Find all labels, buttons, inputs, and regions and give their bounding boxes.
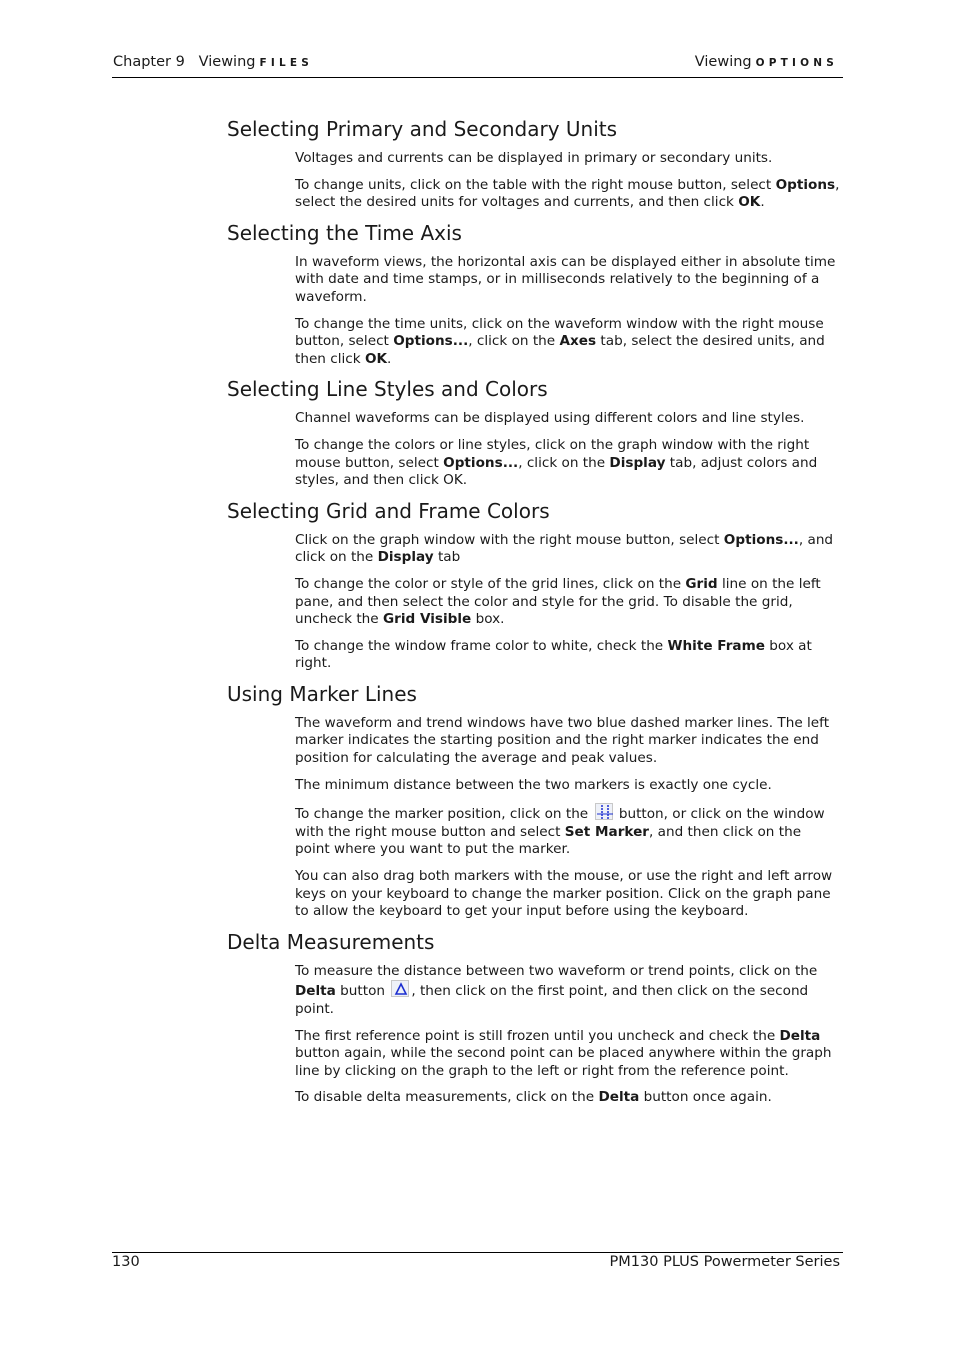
text-run: , select the desired units for voltages and currents, and then click — [295, 176, 840, 211]
text-run: line on the left pane, and then select the color and style for the grid. To disable the grid, uncheck the — [295, 575, 821, 628]
paragraph — [295, 1089, 840, 1107]
paragraph — [295, 576, 840, 629]
bold-term: Delta — [598, 1089, 640, 1106]
paragraph — [295, 638, 840, 673]
paragraph: Voltages and currents can be displayed in primary or secondary units. — [295, 150, 773, 166]
section-line-styles — [0, 377, 954, 489]
text-run: To change the time units, click on the waveform window with the right mouse button, select — [295, 315, 824, 350]
section-title: Delta Measurements — [227, 929, 435, 954]
header-left — [113, 54, 313, 70]
section-delta-measurements — [0, 930, 954, 1107]
text-run: button — [335, 983, 390, 1000]
header-right-smallcaps: OPTIONS — [755, 57, 838, 69]
text-run: To measure the distance between two waveform or trend points, click on the — [295, 962, 818, 979]
paragraph: The minimum distance between the two markers is exactly one cycle. — [295, 776, 772, 793]
text-run: To change units, click on the table with the right mouse button, select — [295, 176, 776, 193]
paragraph — [295, 1028, 840, 1081]
paragraph — [295, 803, 840, 859]
delta-button-icon — [391, 980, 409, 997]
bold-term: White Frame — [667, 637, 765, 654]
text-run: button once again. — [639, 1089, 772, 1106]
page-footer — [112, 1252, 843, 1270]
bold-term: OK — [738, 194, 761, 211]
text-run: . — [387, 350, 392, 367]
section-time-axis — [0, 221, 954, 369]
text-run: tab, select the desired units, and then click — [295, 333, 825, 367]
section-marker-lines — [0, 682, 954, 921]
paragraph: The waveform and trend windows have two blue dashed marker lines. The left marker indicates the starting position and the right marker indicates the end position for calculating the average and peak values. — [295, 714, 830, 767]
section-title: Selecting the Time Axis — [227, 220, 462, 245]
bold-term: Axes — [559, 333, 597, 350]
bold-term: Options... — [393, 333, 469, 350]
section-title: Selecting Primary and Secondary Units — [227, 117, 618, 141]
section-title: Using Marker Lines — [227, 681, 417, 706]
section-title: Selecting Line Styles and Colors — [227, 377, 548, 402]
text-run: tab — [433, 549, 461, 566]
text-run: , click on the — [518, 454, 610, 471]
bold-term: Options... — [443, 454, 519, 471]
text-run: To disable delta measurements, click on the — [295, 1089, 599, 1106]
text-run: , then click on the first point, and then click on the second point. — [295, 983, 809, 1017]
section-title: Selecting Grid and Frame Colors — [227, 498, 550, 523]
text-run: To change the marker position, click on the — [295, 806, 593, 823]
text-run: . — [760, 194, 765, 211]
paragraph: Channel waveforms can be displayed using different colors and line styles. — [295, 410, 805, 427]
text-run: The first reference point is still frozen until you uncheck and check the — [295, 1027, 780, 1044]
paragraph — [295, 437, 840, 490]
bold-term: OK — [364, 350, 388, 367]
header-left-smallcaps: FILES — [259, 57, 313, 69]
paragraph — [295, 316, 840, 369]
bold-term: Set Marker — [564, 823, 650, 840]
paragraph — [295, 177, 840, 212]
paragraph: You can also drag both markers with the mouse, or use the right and left arrow keys on your keyboard to change the marker position. Click on the graph pane to allow the keyboard to get your input before using the keyboard. — [295, 868, 833, 920]
paragraph — [295, 532, 840, 567]
section-primary-secondary-units — [0, 117, 954, 212]
text-run: To change the color or style of the grid lines, click on the — [295, 575, 686, 592]
chapter-label: Chapter 9 — [113, 54, 185, 70]
page-number: 130 — [112, 1254, 140, 1270]
header-left-word: Viewing — [198, 54, 256, 70]
bold-term: Options... — [723, 531, 799, 548]
text-run: box. — [471, 611, 505, 628]
bold-term: Options — [775, 176, 836, 193]
text-run: tab, adjust colors and styles, and then click OK. — [295, 454, 818, 489]
section-grid-frame-colors — [0, 499, 954, 673]
text-run: , and click on the — [295, 531, 834, 566]
page-content — [0, 117, 954, 1116]
header-right — [695, 54, 838, 70]
bold-term: Delta — [295, 983, 336, 1000]
text-run: button again, while the second point can be placed anywhere within the graph line by clicking on the graph to the left or right from the reference point. — [295, 1045, 832, 1079]
paragraph: In waveform views, the horizontal axis can be displayed either in absolute time with date and time stamps, or in milliseconds relatively to the beginning of a waveform. — [295, 253, 836, 305]
text-run: To change the colors or line styles, click on the graph window with the right mouse button, select — [295, 436, 810, 471]
product-name: PM130 PLUS Powermeter Series — [609, 1254, 840, 1270]
bold-term: Delta — [779, 1027, 821, 1044]
bold-term: Grid Visible — [382, 611, 472, 628]
bold-term: Grid — [685, 575, 718, 592]
bold-term: Display — [377, 549, 434, 566]
text-run: box at right. — [295, 637, 812, 672]
header-right-word: Viewing — [694, 54, 752, 70]
text-run: , click on the — [468, 333, 560, 350]
paragraph — [295, 963, 840, 1019]
bold-term: Display — [609, 454, 666, 471]
text-run: Click on the graph window with the right mouse button, select — [295, 531, 724, 548]
marker-button-icon — [595, 803, 613, 820]
text-run: button, or click on the window with the right mouse button and select — [295, 806, 825, 840]
page-header — [112, 54, 843, 78]
text-run: To change the window frame color to white, check the — [295, 637, 668, 654]
text-run: , and then click on the point where you want to put the marker. — [295, 823, 802, 858]
